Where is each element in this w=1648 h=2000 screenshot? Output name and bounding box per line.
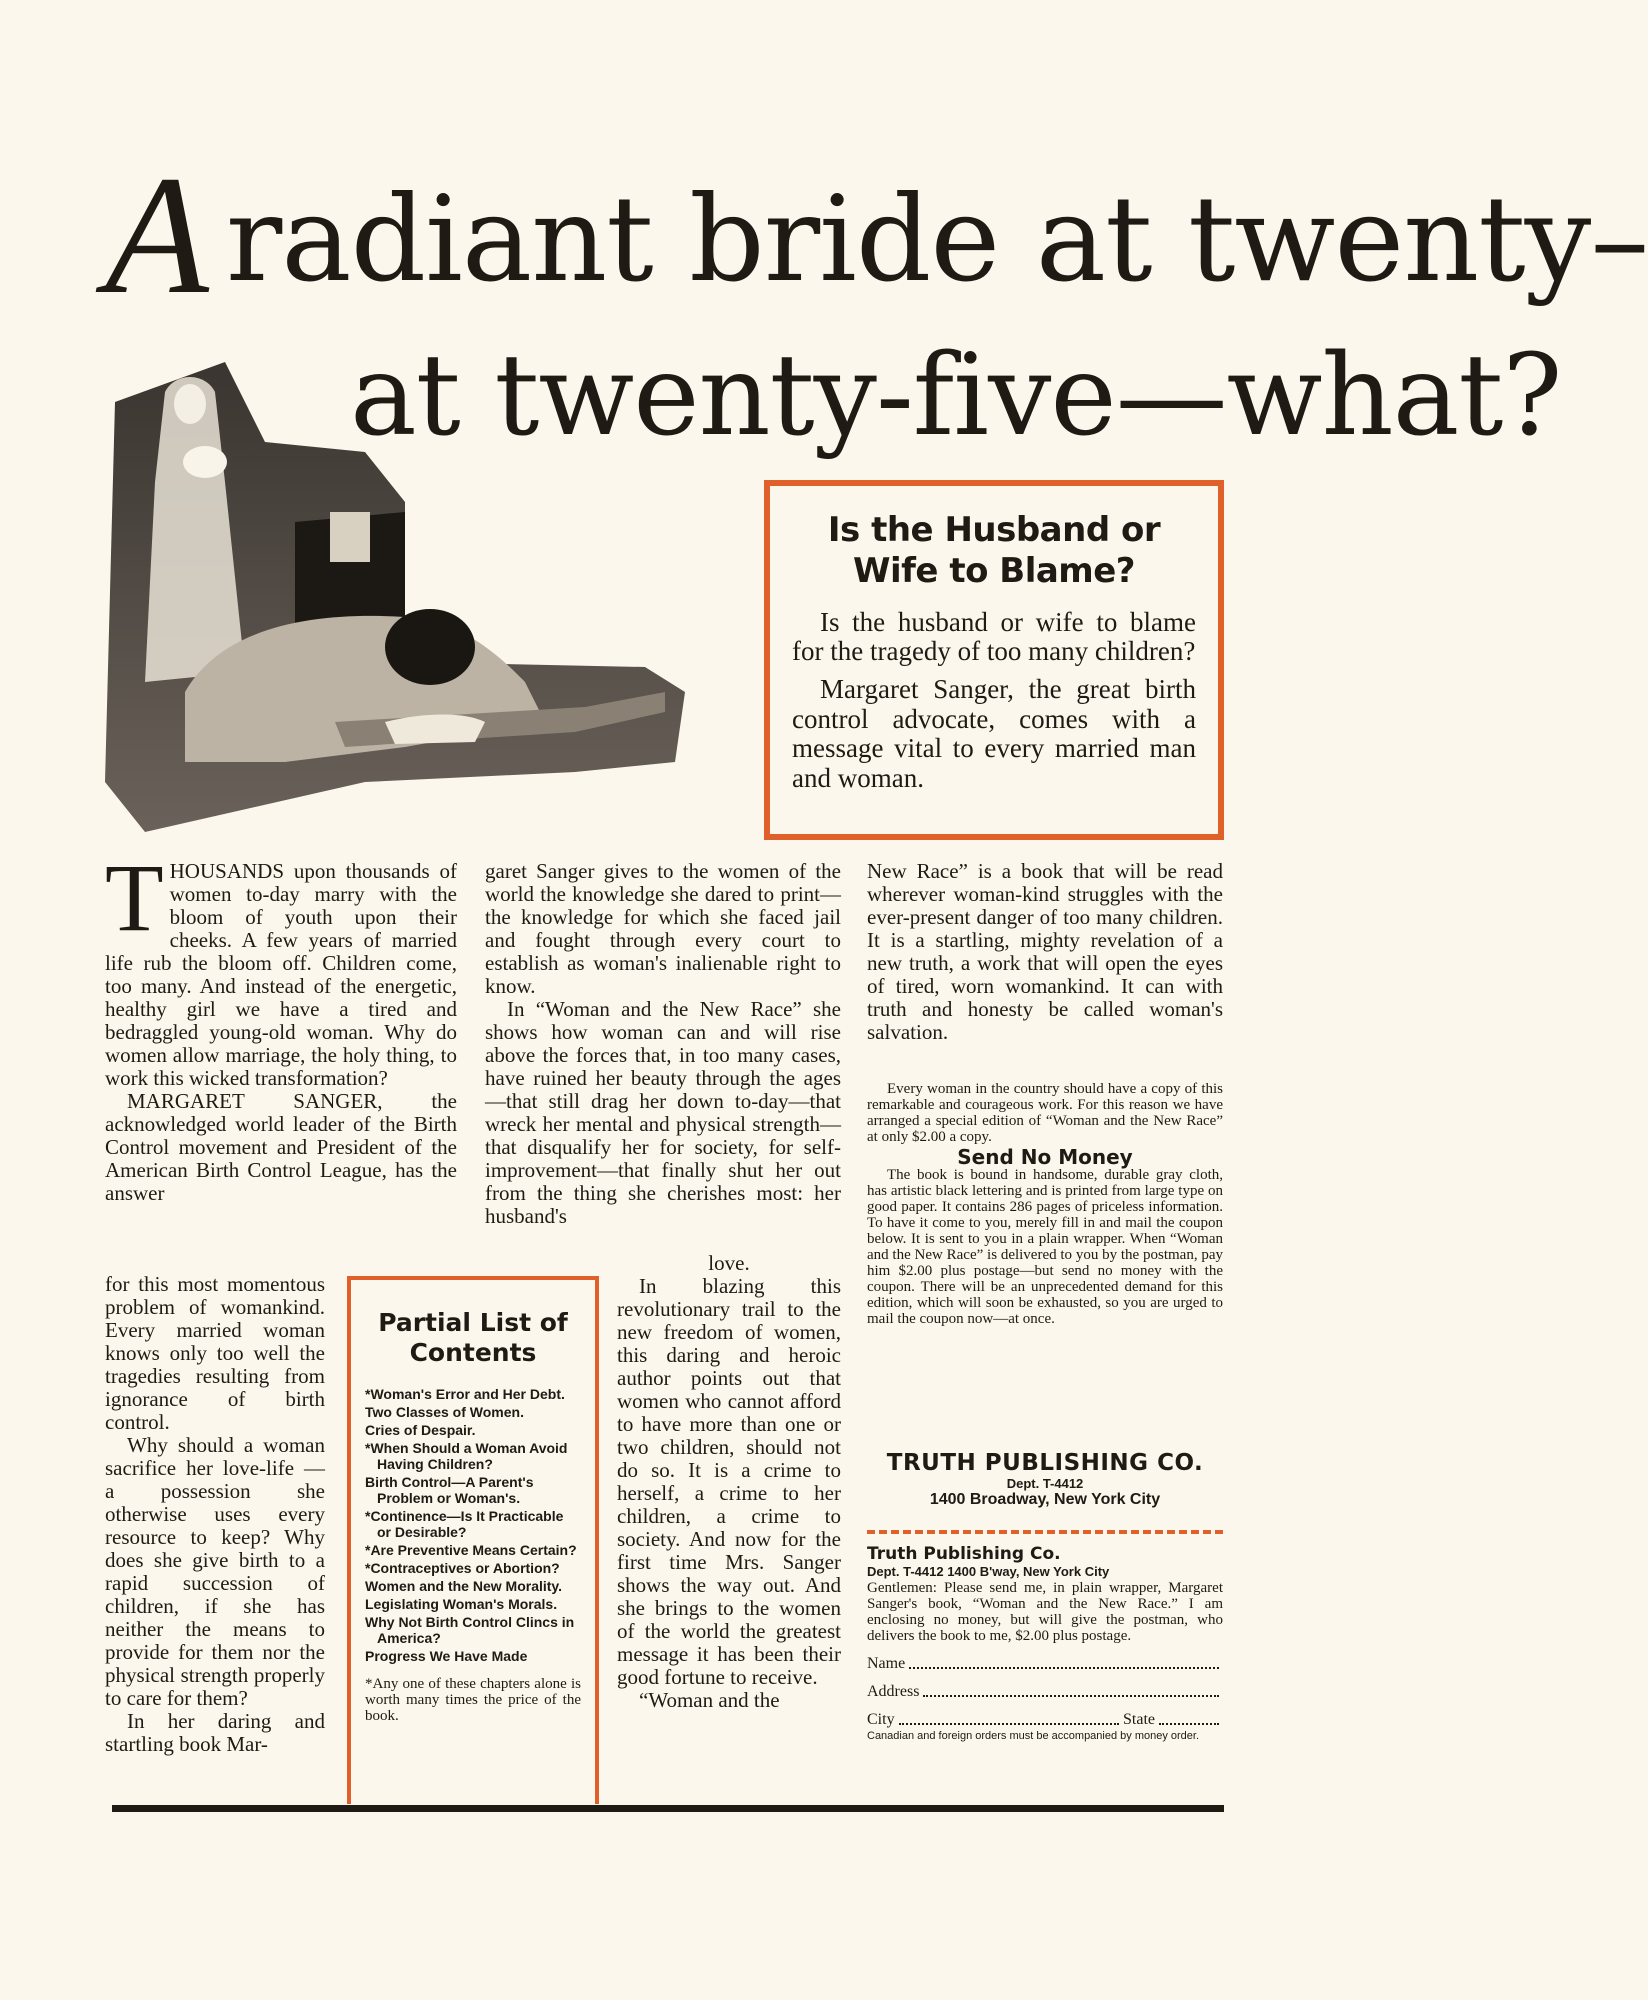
contents-item: *Continence—Is It Practicable or Desirable? (365, 1508, 564, 1540)
column-3-top (867, 860, 1223, 1044)
contents-item: Birth Control—A Parent's Problem or Woman's. (365, 1474, 534, 1506)
publisher-dept: Dept. T-4412 (1006, 1476, 1084, 1491)
husband-wife-box (764, 480, 1224, 840)
headline-line-1-text: radiant bride at twenty– (225, 170, 1648, 308)
address-label: Address (867, 1683, 920, 1700)
address-line[interactable] (923, 1684, 1219, 1697)
special-edition-paragraph: Every woman in the country should have a copy of this remarkable and courageous work. For this reason we have arranged a special edition of “Woman and the New Race” at only $2.00 a copy. (867, 1081, 1223, 1145)
book-details-paragraph: The book is bound in handsome, durable gray cloth, has artistic black lettering and is printed from large type on good paper. It contains 286 pages of priceless information. To have it come to you, merely fill in and mail the coupon below. It is sent to you in a plain wrapper. When “Woman and the New Race” is delivered to you by the postman, pay him $2.00 plus postage—but send no money with the coupon. There will be an unprecedented demand for this edition, which will soon be exhausted, so you are urged to mail the coupon now—at once. (867, 1167, 1223, 1327)
state-line[interactable] (1159, 1712, 1219, 1725)
contents-item: *When Should a Woman Avoid Having Children? (365, 1440, 568, 1472)
coupon-footer: Canadian and foreign orders must be accompanied by money order. (867, 1730, 1200, 1742)
sanger-paragraph-continued: for this most momentous problem of womankind. Every married woman knows only too well the tragedies resulting from ignorance of birth control. (105, 1272, 325, 1434)
contents-list (365, 1386, 581, 1664)
intro-paragraph (105, 844, 457, 1090)
box-paragraph-2: Margaret Sanger, the great birth control advocate, comes with a message vital to every married man and woman. (792, 673, 1196, 794)
contents-item: *Contraceptives or Abortion? (365, 1560, 560, 1576)
contents-item: Progress We Have Made (365, 1648, 528, 1664)
wall-frame (330, 512, 370, 562)
contents-item: Two Classes of Women. (365, 1404, 524, 1420)
box-paragraph-1: Is the husband or wife to blame for the tragedy of too many children? (792, 606, 1196, 667)
book-paragraph: In her daring and startling book Mar- (105, 1709, 325, 1756)
bride-face (174, 384, 206, 424)
contents-item: Why Not Birth Control Clincs in America? (365, 1614, 575, 1646)
coupon-dept: Dept. T-4412 1400 B'way, New York City (867, 1564, 1110, 1579)
new-race-paragraph-continued: love. (708, 1251, 750, 1275)
contents-item: *Woman's Error and Her Debt. (365, 1386, 565, 1402)
new-race-paragraph: In “Woman and the New Race” she shows how woman can and will rise above the forces that, in too many cases, have ruined her beauty through the ages—that still drag her down to-day—that wreck her mental and physical strength—that disqualify her for society, for self-improvement—that finally shut her out from the thing she cherishes most: her husband's (485, 997, 841, 1228)
contents-note: *Any one of these chapters alone is worth many times the price of the book. (365, 1676, 581, 1724)
salvation-paragraph: New Race” is a book that will be read wherever woman-kind struggles with the ever-present danger of too many children. It is a startling, mighty revelation of a new truth, a work that will open the eyes of tired, worn womankind. It can with truth and honesty be called woman's salvation. (867, 859, 1223, 1044)
bride-bouquet (183, 446, 227, 478)
bottom-rule (112, 1805, 1224, 1812)
contents-item: Women and the New Morality. (365, 1578, 563, 1594)
coupon-body: Gentlemen: Please send me, in plain wrapper, Margaret Sanger's book, “Woman and the New Race.” I am enclosing no money, but will give the postman, who delivers the book to me, $2.00 plus postage. (867, 1580, 1223, 1644)
column-2-bottom (617, 1252, 841, 1712)
send-no-money-heading: Send No Money (957, 1145, 1133, 1169)
bowed-head (385, 609, 475, 685)
headline-initial: A (105, 141, 208, 329)
headline-line-2: at twenty-five—what? (350, 331, 1562, 461)
city-state-field[interactable] (867, 1712, 1223, 1728)
column-2-top (485, 860, 841, 1228)
knowledge-paragraph: garet Sanger gives to the women of the world the knowledge she dared to print—the knowledge for which she faced jail and fought through every court to establish as woman's inalienable right to know. (485, 859, 841, 998)
drop-cap: T (105, 844, 164, 951)
why-paragraph: Why should a woman sacrifice her love-life — a possession she otherwise uses every resource to keep? Why does she give birth to a rapid succession of children, if she has neither the means to provide for them nor the physical strength properly to care for them? (105, 1433, 325, 1710)
publisher-block (867, 1450, 1223, 1509)
headline-line-1 (105, 141, 1648, 329)
contents-item: Cries of Despair. (365, 1422, 476, 1438)
box-title: Is the Husband or Wife to Blame? (827, 510, 1161, 591)
city-label: City (867, 1711, 895, 1728)
woman-and-paragraph: “Woman and the (639, 1688, 780, 1712)
coupon-title: Truth Publishing Co. (867, 1544, 1061, 1564)
state-label: State (1123, 1711, 1155, 1728)
bride-illustration (105, 362, 765, 832)
hands (385, 715, 485, 745)
intro-text: HOUSANDS upon thousands of women to-day marry with the bloom of youth upon their cheeks. A few years of married life rub the bloom off. Children come, too many. And instead of the energetic, healthy girl we have a tired and bedraggled young-old woman. Why do women allow marriage, the holy thing, to work this wicked transformation? (105, 859, 457, 1090)
publisher-name: TRUTH PUBLISHING CO. (886, 1450, 1204, 1476)
name-label: Name (867, 1655, 906, 1672)
name-line[interactable] (909, 1656, 1219, 1669)
publisher-address: 1400 Broadway, New York City (929, 1491, 1161, 1508)
contents-box (347, 1276, 599, 1804)
contents-item: Legislating Woman's Morals. (365, 1596, 558, 1612)
column-3-offer (867, 1081, 1223, 1327)
address-field[interactable] (867, 1684, 1223, 1700)
coupon-cut-line (867, 1530, 1223, 1534)
sanger-paragraph: MARGARET SANGER, the acknowledged world leader of the Birth Control movement and President of the American Birth Control League, has the answer (105, 1089, 457, 1205)
order-coupon (867, 1544, 1223, 1742)
city-line[interactable] (899, 1712, 1119, 1725)
trail-paragraph: In blazing this revolutionary trail to the new freedom of women, this daring and heroic author points out that women who cannot afford to have more than one or two children, should not do so. It is a crime to herself, a crime to her children, a crime to society. And now for the first time Mrs. Sanger shows the way out. And she brings to the women of the world the greatest message it has been their good fortune to receive. (617, 1274, 841, 1689)
name-field[interactable] (867, 1656, 1223, 1672)
column-1-bottom (105, 1273, 325, 1756)
contents-title: Partial List of Contents (378, 1308, 568, 1367)
contents-item: *Are Preventive Means Certain? (365, 1542, 577, 1558)
column-1-top (105, 844, 457, 1205)
